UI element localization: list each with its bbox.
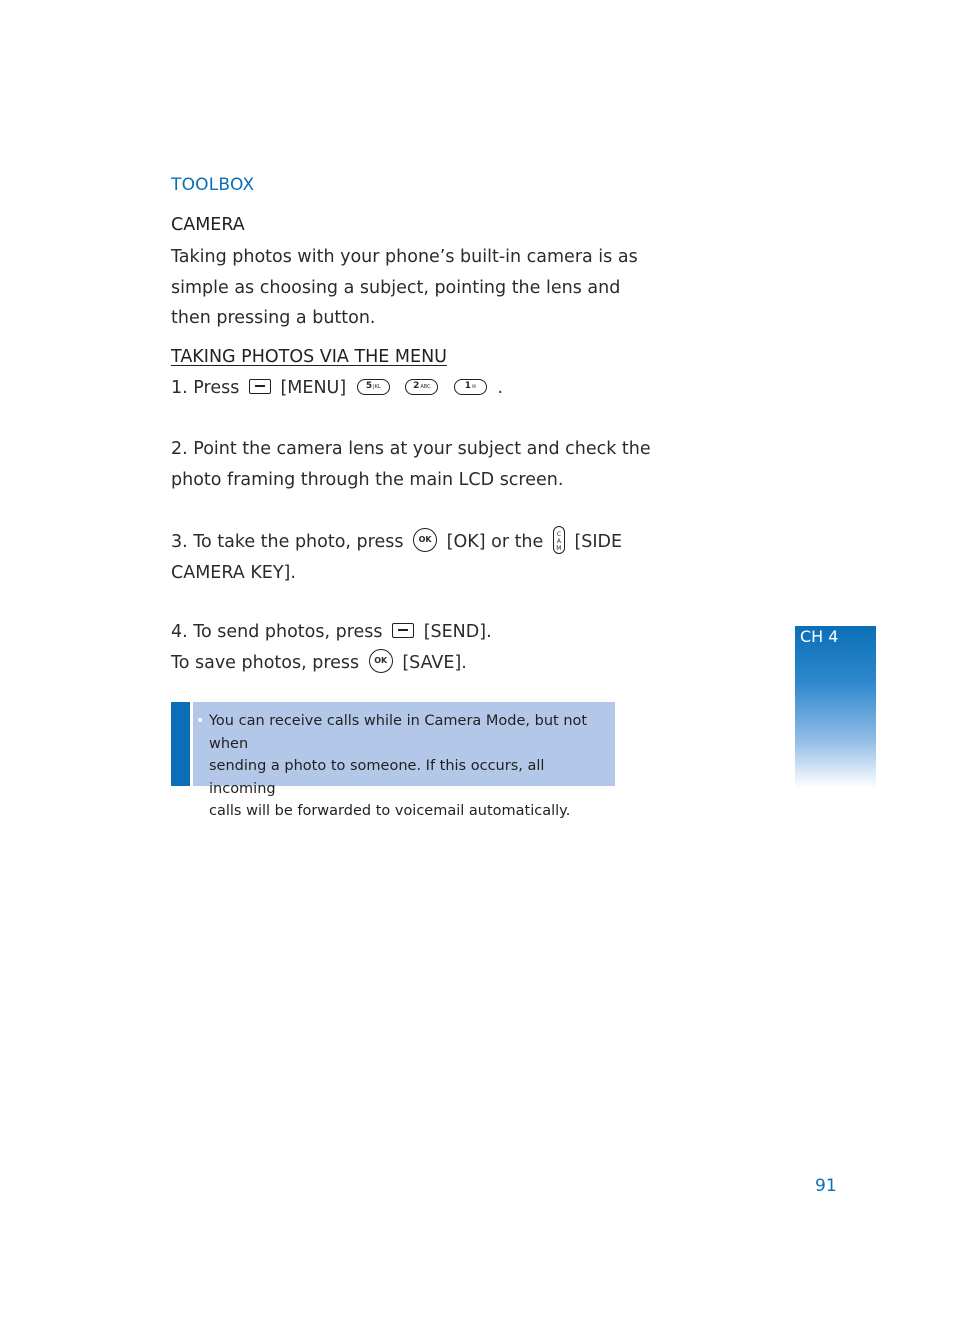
step-3-line-2: CAMERA KEY]. xyxy=(171,563,296,583)
step-3 xyxy=(171,526,622,589)
step-2-line: photo framing through the main LCD screen. xyxy=(171,469,564,490)
side-camera-key-icon: C A M xyxy=(553,526,565,554)
key-2-icon: 2ABC xyxy=(405,379,438,395)
step-4-send-label: [SEND]. xyxy=(423,622,492,642)
camera-intro-line: Taking photos with your phone’s built-in camera is as xyxy=(171,247,638,267)
page-number: 91 xyxy=(815,1176,837,1196)
step-1 xyxy=(171,373,503,404)
chapter-tab-label: CH 4 xyxy=(800,627,839,646)
step-1-prefix: 1. Press xyxy=(171,378,240,398)
camera-intro-line: then pressing a button. xyxy=(171,308,376,328)
step-4-save-label: [SAVE]. xyxy=(402,652,467,673)
step-4-save-line xyxy=(171,648,492,679)
note-text xyxy=(209,710,609,823)
camera-intro xyxy=(171,242,638,334)
step-4 xyxy=(171,617,492,678)
step-2-line: 2. Point the camera lens at your subject and check the xyxy=(171,439,651,459)
camera-heading: CAMERA xyxy=(171,215,245,235)
step-4-send-line xyxy=(171,617,492,648)
step-2 xyxy=(171,434,651,495)
note-bullet-icon: • xyxy=(196,713,205,729)
step-1-suffix: . xyxy=(497,378,504,398)
note-line: sending a photo to someone. If this occurs, all incoming xyxy=(209,758,545,797)
camera-intro-line: simple as choosing a subject, pointing the lens and xyxy=(171,277,621,298)
step-3-ok-label: [OK] or the xyxy=(446,532,544,552)
note-accent-bar xyxy=(171,702,190,786)
step-3-side-label: [SIDE xyxy=(574,532,623,552)
note-line: calls will be forwarded to voicemail automatically. xyxy=(209,803,571,819)
menu-section-heading: TAKING PHOTOS VIA THE MENU xyxy=(171,347,447,367)
step-1-menu-label: [MENU] xyxy=(280,378,347,398)
key-1-voicemail-icon: 1✉ xyxy=(454,379,487,395)
step-4-send-prefix: 4. To send photos, press xyxy=(171,622,383,642)
left-softkey-icon xyxy=(392,623,414,638)
ok-key-icon: OK xyxy=(369,649,393,673)
ok-key-icon: OK xyxy=(413,528,437,552)
section-title: TOOLBOX xyxy=(171,175,255,195)
step-3-prefix: 3. To take the photo, press xyxy=(171,532,404,552)
step-3-line-1 xyxy=(171,526,622,558)
step-4-save-prefix: To save photos, press xyxy=(171,652,360,673)
left-softkey-icon xyxy=(249,379,271,394)
key-5-icon: 5JKL xyxy=(357,379,390,395)
chapter-tab xyxy=(795,626,876,788)
note-line: You can receive calls while in Camera Mode, but not when xyxy=(209,713,588,752)
